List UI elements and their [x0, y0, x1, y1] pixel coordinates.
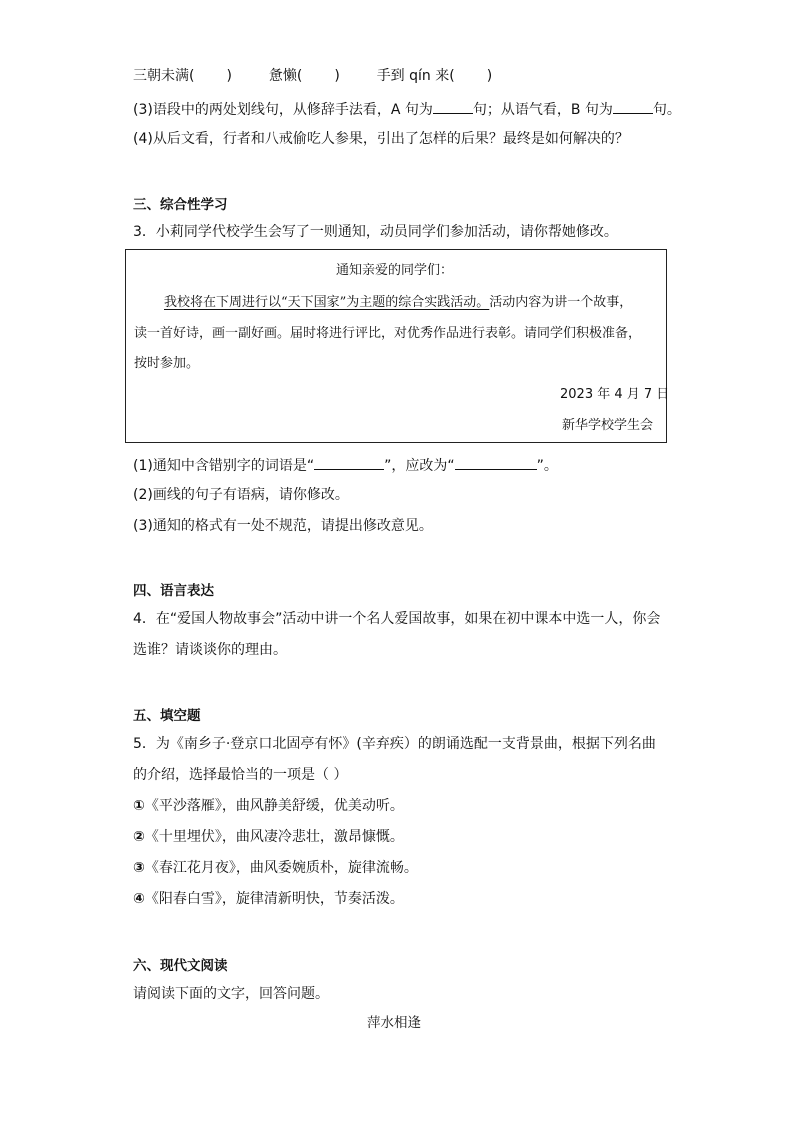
answer-blank-b[interactable]: [613, 101, 653, 114]
option-3[interactable]: ③《春江花月夜》，曲风委婉质朴，旋律流畅。: [133, 860, 418, 876]
question-5-line-1: 5．为《南乡子·登京口北固亭有怀》(辛弃疾）的朗诵选配一支背景曲，根据下列名曲: [133, 736, 656, 752]
question-4-line-2: 选谁？请谈谈你的理由。: [133, 642, 287, 658]
question-4-line-1: 4．在“爱国人物故事会”活动中讲一个名人爱国故事，如果在初中课本中选一人，你会: [133, 611, 661, 627]
question-3-rhetoric: (3)语段中的两处划线句，从修辞手法看，A 句为 句；从语气看，B 句为 句。: [133, 102, 681, 118]
vocab-line: 三朝未满( ) 惫懒( ) 手到 qín 来( ): [133, 68, 493, 84]
notice-body-line-1: 我校将在下周进行以“天下国家”为主题的综合实践活动。活动内容为讲一个故事，: [164, 295, 633, 310]
option-1[interactable]: ①《平沙落雁》，曲风静美舒缓，优美动听。: [133, 798, 404, 814]
question-3-prompt: 3．小莉同学代校学生会写了一则通知，动员同学们参加活动，请你帮她修改。: [133, 224, 618, 240]
question-3-sub-1: (1)通知中含错别字的词语是“ ”，应改为“ ”。: [133, 458, 558, 474]
option-4-mark: ④: [133, 891, 145, 907]
section-6-intro: 请阅读下面的文字，回答问题。: [133, 986, 329, 1002]
option-4[interactable]: ④《阳春白雪》，旋律清新明快，节奏活泼。: [133, 891, 404, 907]
article-title: 萍水相逢: [367, 1015, 421, 1031]
section-4-heading: 四、语言表达: [133, 583, 214, 599]
question-3-sub-3: (3)通知的格式有一处不规范，请提出修改意见。: [133, 518, 433, 534]
wrong-word-blank[interactable]: [314, 457, 384, 470]
question-3-sub-2: (2)画线的句子有语病，请你修改。: [133, 487, 349, 503]
question-5-line-2: 的介绍，选择最恰当的一项是（ ）: [133, 767, 348, 783]
vocab-item-3: 手到 qín 来(: [376, 68, 455, 84]
answer-blank-a[interactable]: [433, 101, 473, 114]
correct-word-blank[interactable]: [455, 457, 537, 470]
notice-org: 新华学校学生会: [562, 418, 654, 433]
vocab-item-2: 惫懒(: [268, 68, 303, 84]
notice-body-line-2: 读一首好诗，画一副好画。届时将进行评比，对优秀作品进行表彰。请同学们积极准备，: [134, 326, 642, 341]
section-3-heading: 三、综合性学习: [133, 197, 228, 213]
notice-box: [125, 249, 670, 443]
question-4-consequence: (4)从后文看，行者和八戒偷吃人参果，引出了怎样的后果？最终是如何解决的？: [133, 131, 629, 147]
option-1-mark: ①: [133, 798, 145, 814]
option-3-mark: ③: [133, 860, 145, 876]
option-2-mark: ②: [133, 829, 145, 845]
notice-title: 通知亲爱的同学们：: [336, 263, 454, 278]
notice-body-line-3: 按时参加。: [134, 356, 200, 371]
section-5-heading: 五、填空题: [133, 708, 201, 724]
vocab-item-1: 三朝未满(: [133, 68, 195, 84]
notice-underlined-sentence: 我校将在下周进行以“天下国家”为主题的综合实践活动。: [164, 295, 490, 310]
option-2[interactable]: ②《十里埋伏》，曲风凄冷悲壮，激昂慷慨。: [133, 829, 404, 845]
notice-date: 2023 年 4 月 7 日: [560, 387, 670, 402]
section-6-heading: 六、现代文阅读: [133, 958, 228, 974]
